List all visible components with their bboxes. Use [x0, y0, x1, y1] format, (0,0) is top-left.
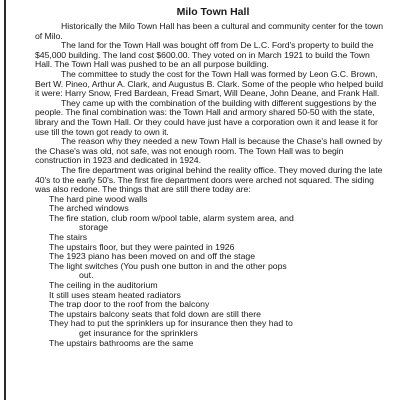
list-item-text: The 1923 piano has been moved on and off the stage — [49, 251, 256, 262]
paragraph-committee: The committee to study the cost for the Town Hall was formed by Leon G.C. Brown, Bert W. Pineo, Arthur A. Clark, and Augustus B. Clark. Some of the people who helped build it were: Harry Snow, Fred Bardean, Fread Smart, Will Deane, John Deane, and Frank Hall. — [35, 68, 384, 99]
list-item — [35, 262, 387, 281]
list-item-text: The fire station, club room w/pool table, alarm system area, and — [49, 212, 294, 223]
list-item-continuation: get insurance for the sprinklers — [79, 328, 198, 338]
list-item-continuation: out. — [79, 270, 94, 281]
left-margin-rule — [4, 0, 6, 400]
list-item-text: The light switches (You push one button in and the other pops — [49, 260, 287, 271]
paragraph-fire-department: The fire department was original behind the reality office. They moved during the late 40's to the early 50's. The first fire department doors were arched not squared. The siding was also redone. The things that are still there today are: — [35, 164, 383, 195]
paragraph-intro: Historically the Milo Town Hall has been a cultural and community center for the town of Milo. — [35, 21, 384, 41]
list-item — [35, 339, 387, 349]
list-item-text: The upstairs bathrooms are the same — [49, 337, 194, 348]
list-item-text: The ceiling in the auditorium — [49, 280, 158, 291]
list-item-text: The upstairs floor, but they were painted in 1926 — [49, 241, 235, 252]
list-item-text: The trap door to the roof from the balcony — [49, 299, 210, 310]
list-item-text: The arched windows — [49, 203, 129, 214]
list-item-text: It still uses steam heated radiators — [49, 289, 181, 300]
list-item-text: The stairs — [49, 232, 88, 243]
document-body — [35, 6, 387, 348]
list-item — [35, 214, 387, 233]
paragraph-land: The land for the Town Hall was bought off from De L.C. Ford's property to build the $45,000 building. The land cost $600.00. They voted on in March 1921 to build the Town Hall. The Town Hall was pushed to be an all purpose building. — [35, 40, 374, 70]
list-item-continuation: storage — [79, 222, 108, 233]
list-item-text: They had to put the sprinklers up for insurance then they had to — [49, 318, 293, 329]
list-item-text: The upstairs balcony seats that fold down are still there — [49, 308, 261, 319]
still-there-list — [35, 195, 387, 349]
paragraph-reason: The reason why they needed a new Town Hall is because the Chase's hall owned by the Chase's was old, not safe, was not enough room. The Town Hall was to begin construction in 1923 and dedicated in 1924. — [35, 136, 383, 166]
paragraph-combination: They came up with the combination of the building with different suggestions by the people. The final combination was: the Town Hall and armory shared 50-50 with the state, library and the Town Hall. Or they could have just have a corporation own it and lease it for use till the town got ready to own it. — [35, 97, 378, 137]
list-item — [35, 319, 387, 338]
document-title: Milo Town Hall — [176, 6, 250, 18]
list-item-text: The hard pine wood walls — [49, 193, 148, 204]
